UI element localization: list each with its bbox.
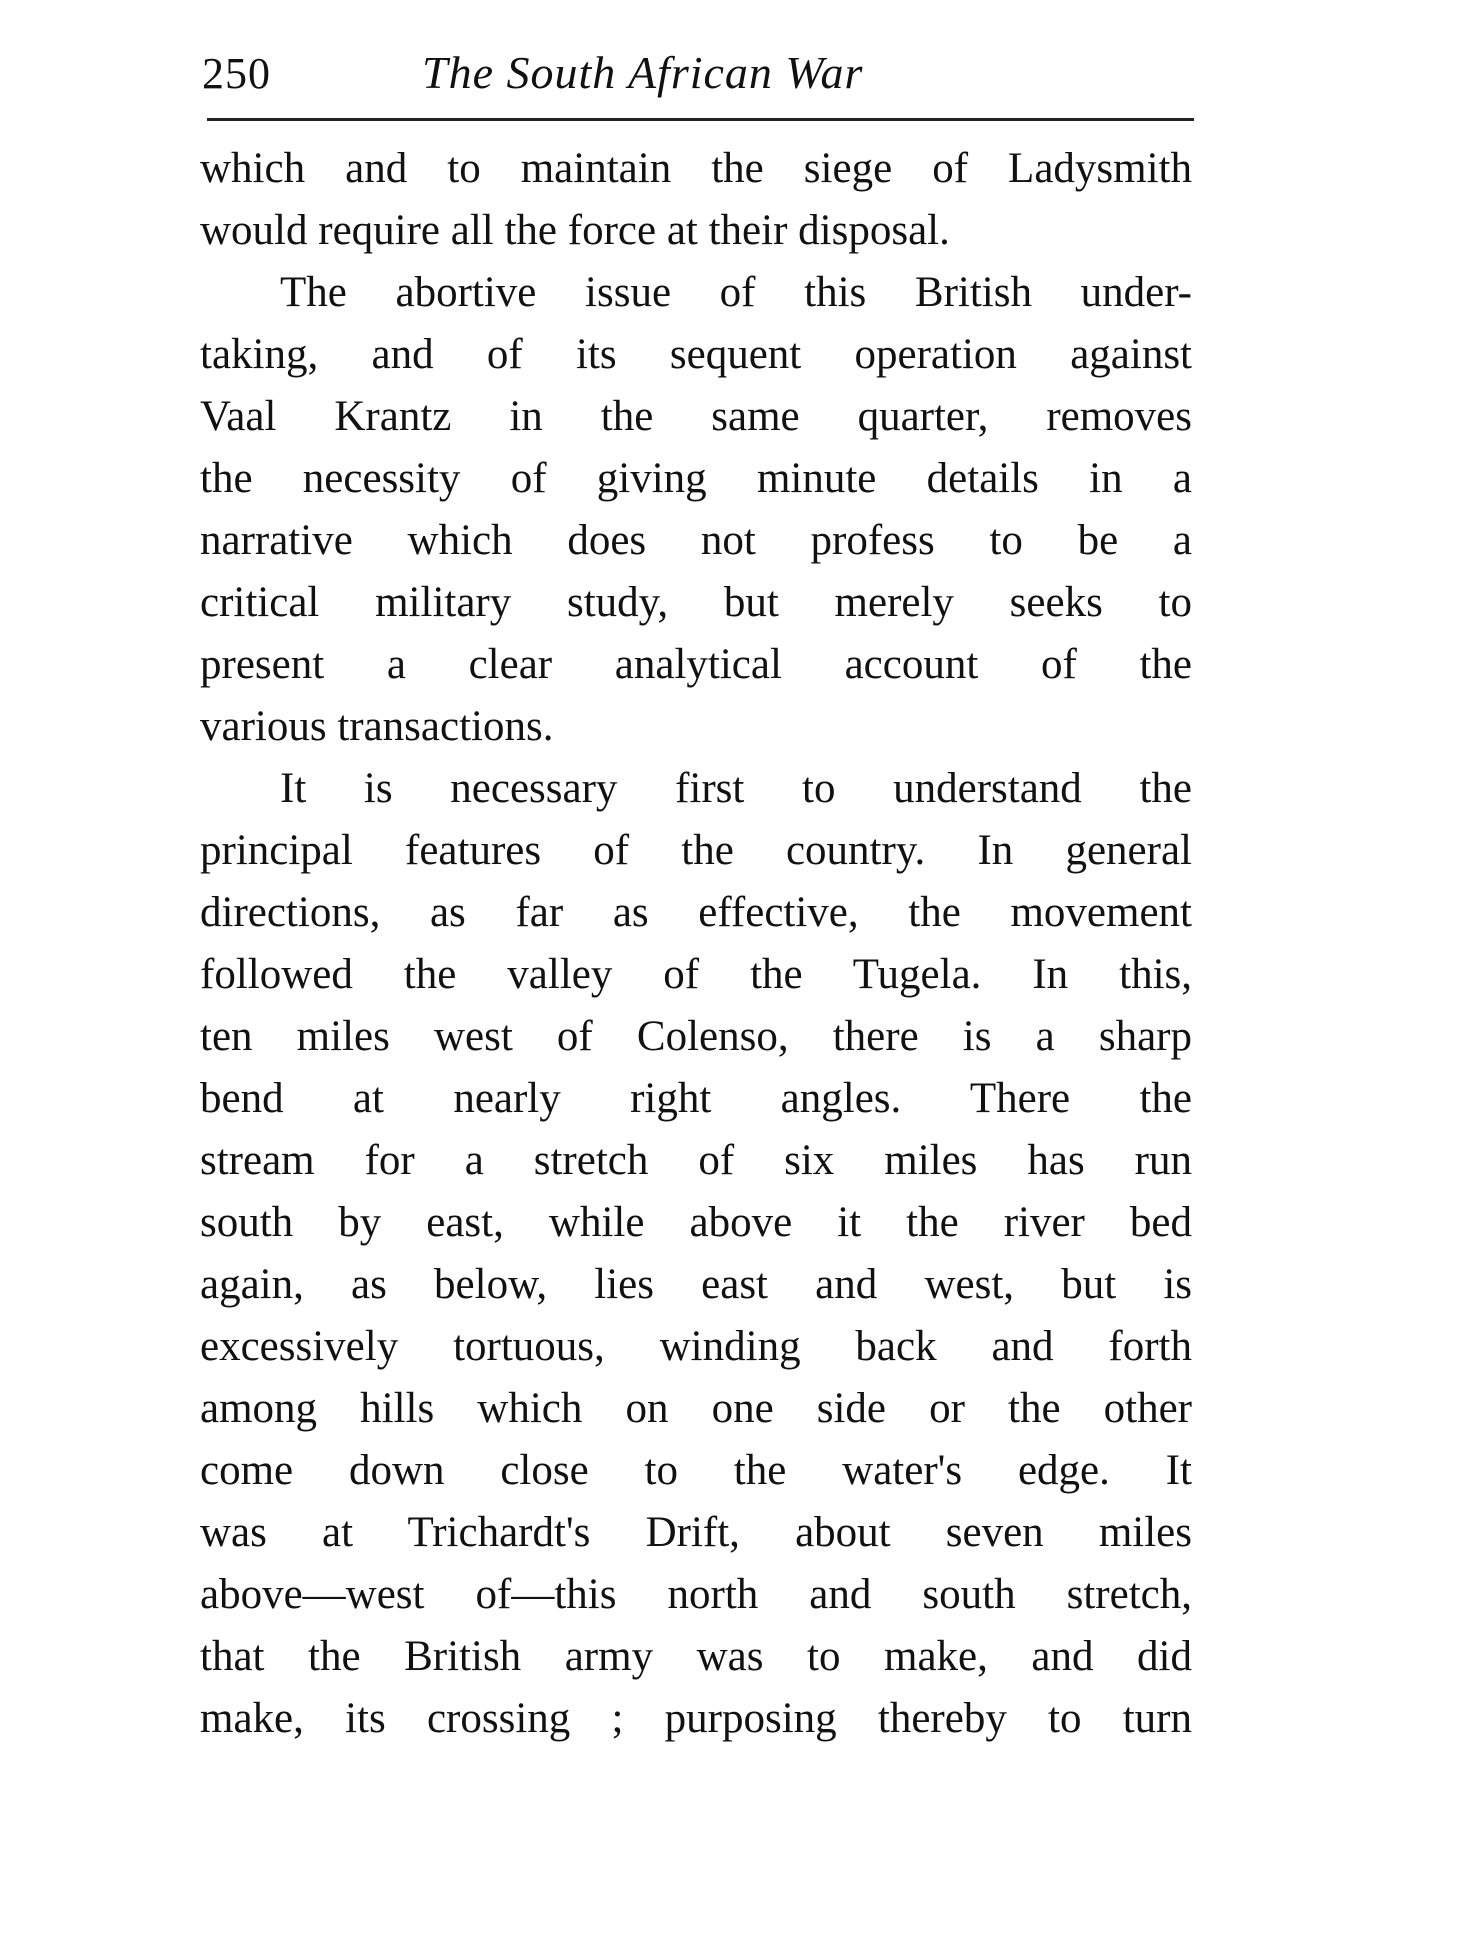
- text-line: principal features of the country. In general: [200, 827, 1192, 874]
- text-line: bend at nearly right angles. There the: [200, 1075, 1192, 1122]
- body-text: [200, 138, 1192, 1750]
- text-line: It is necessary first to understand the: [280, 765, 1192, 812]
- text-line: Vaal Krantz in the same quarter, removes: [200, 393, 1192, 440]
- running-title: The South African War: [422, 47, 864, 98]
- text-line: The abortive issue of this British under-: [280, 269, 1192, 316]
- text-line: ten miles west of Colenso, there is a sharp: [200, 1013, 1192, 1060]
- text-line: would require all the force at their disposal.: [200, 207, 950, 254]
- text-line: above—west of—this north and south stretch,: [200, 1571, 1192, 1618]
- text-line: followed the valley of the Tugela. In this,: [200, 951, 1192, 998]
- text-line: come down close to the water's edge. It: [200, 1447, 1192, 1494]
- text-line: various transactions.: [200, 703, 554, 750]
- text-line: taking, and of its sequent operation against: [200, 331, 1192, 378]
- text-line: directions, as far as effective, the movement: [200, 889, 1192, 936]
- text-line: narrative which does not profess to be a: [200, 517, 1192, 564]
- text-line: was at Trichardt's Drift, about seven miles: [200, 1509, 1192, 1556]
- text-line: that the British army was to make, and did: [200, 1633, 1192, 1680]
- text-line: again, as below, lies east and west, but is: [200, 1261, 1192, 1308]
- text-line: stream for a stretch of six miles has run: [200, 1137, 1192, 1184]
- text-line: among hills which on one side or the other: [200, 1385, 1192, 1432]
- header-rule: [207, 118, 1194, 121]
- page-header: [202, 40, 1194, 102]
- text-line: which and to maintain the siege of Ladysmith: [200, 145, 1192, 192]
- text-line: present a clear analytical account of the: [200, 641, 1192, 688]
- text-line: excessively tortuous, winding back and forth: [200, 1323, 1192, 1370]
- page-number: 250: [202, 49, 271, 98]
- text-line: critical military study, but merely seeks to: [200, 579, 1192, 626]
- text-line: make, its crossing ; purposing thereby to turn: [200, 1695, 1192, 1742]
- text-line: south by east, while above it the river bed: [200, 1199, 1192, 1246]
- text-line: the necessity of giving minute details in a: [200, 455, 1192, 502]
